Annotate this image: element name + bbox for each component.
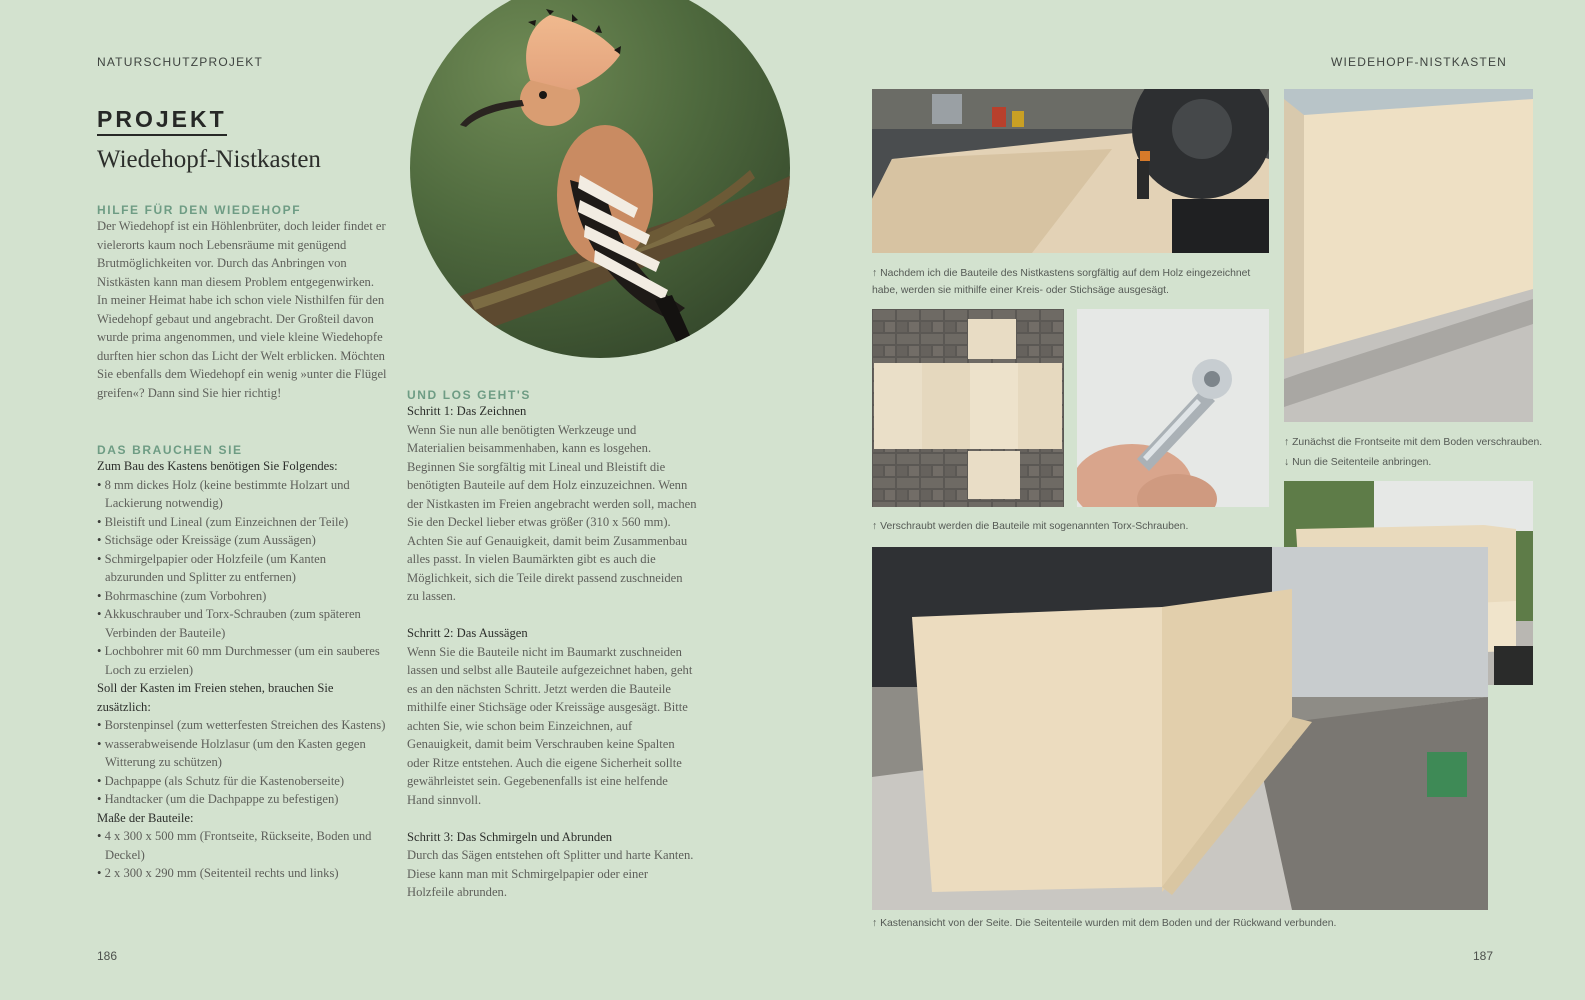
needs-section <box>97 443 387 883</box>
saw-photo <box>872 89 1269 253</box>
list-item: • Handtacker (um die Dachpappe zu befestigen) <box>97 790 387 809</box>
screw-photo <box>1077 309 1269 507</box>
step-1-title: Schritt 1: Das Zeichnen <box>407 404 527 418</box>
page-title: Wiedehopf-Nistkasten <box>97 146 321 173</box>
step-3-text: Durch das Sägen entstehen oft Splitter und harte Kanten. Diese kann man mit Schmirgelpapier oder einer Holzfeile abrunden. <box>407 848 694 899</box>
saw-caption: ↑ Nachdem ich die Bauteile des Nistkastens sorgfältig auf dem Holz eingezeichnet habe, werden sie mithilfe einer Kreis- oder Stichsäge ausgesägt. <box>872 268 1251 296</box>
box-side-photo <box>872 547 1488 910</box>
outdoor-list <box>97 716 387 809</box>
running-head-left: NATURSCHUTZPROJEKT <box>97 55 264 69</box>
side-caption: ↑ Kastenansicht von der Seite. Die Seitenteile wurden mit dem Boden und der Rückwand verbunden. <box>872 918 1337 929</box>
front-caption-2: ↓ Nun die Seitenteile anbringen. <box>1284 457 1432 468</box>
front-panel-photo <box>1284 89 1533 422</box>
dims-list <box>97 827 387 883</box>
list-item: • 4 x 300 x 500 mm (Frontseite, Rückseite, Boden und Deckel) <box>97 827 387 864</box>
intro-heading: HILFE FÜR DEN WIEDEHOPF <box>97 203 302 217</box>
steps-heading: UND LOS GEHT'S <box>407 388 531 402</box>
intro-text: Der Wiedehopf ist ein Höhlenbrüter, doch leider findet er vielerorts kaum noch Lebensräume mit genügend Brutmöglichkeiten vor. Durch das Anbringen von Nistkästen kann man diesem Problem entgegenwirken. In meiner Heimat habe ich schon viele Nisthilfen für den Wiedehopf gebaut und angebracht. Der Großteil davon wurde prima angenommen, und viele kleine Wiedehopfe durften hier schon das Licht der Welt erblicken. Möchten Sie ebenfalls dem Wiedehopf ein wenig »unter die Flügel greifen«? Dann sind Sie hier richtig! <box>97 219 387 400</box>
needs-list <box>97 476 387 680</box>
list-item: • wasserabweisende Holzlasur (um den Kasten gegen Witterung zu schützen) <box>97 735 387 772</box>
list-item: • Dachpappe (als Schutz für die Kastenoberseite) <box>97 772 387 791</box>
front-caption-1: ↑ Zunächst die Frontseite mit dem Boden verschrauben. <box>1284 437 1543 448</box>
list-item: • Stichsäge oder Kreissäge (zum Aussägen) <box>97 531 387 550</box>
list-item: • Borstenpinsel (zum wetterfesten Streichen des Kastens) <box>97 716 387 735</box>
step-2-title: Schritt 2: Das Aussägen <box>407 626 528 640</box>
list-item: • Bohrmaschine (zum Vorbohren) <box>97 587 387 606</box>
list-item: • Bleistift und Lineal (zum Einzeichnen der Teile) <box>97 513 387 532</box>
page-number-left: 186 <box>97 949 118 963</box>
step-1-text: Wenn Sie nun alle benötigten Werkzeuge und Materialien beisammenhaben, kann es losgehen. Beginnen Sie sorgfältig mit Lineal und Bleistift die benötigten Bauteile auf dem Holz einzuzeichnen. Wenn der Nistkasten im Freien angebracht werden soll, machen Sie den Deckel lieber etwas größer (310 x 560 mm). Achten Sie auf Genauigkeit, damit beim Zusammenbau alles passt. In vielen Baumärkten gibt es auch die Möglichkeit, sich die Teile direkt passend zuschneiden zu lassen. <box>407 422 697 603</box>
steps-section <box>407 388 697 902</box>
screws-caption: ↑ Verschraubt werden die Bauteile mit sogenannten Torx-Schrauben. <box>872 521 1189 532</box>
list-item: • 2 x 300 x 290 mm (Seitenteil rechts und links) <box>97 864 387 883</box>
needs-intro: Zum Bau des Kastens benötigen Sie Folgendes: <box>97 459 338 473</box>
step-2-text: Wenn Sie die Bauteile nicht im Baumarkt zuschneiden lassen und selbst alle Bauteile aufgezeichnet haben, geht es an den nächsten Schritt. Jetzt werden die Bauteile mithilfe einer Stichsäge oder Kreissäge ausgesägt. Bitte achten Sie, wie schon beim Einzeichnen, auf Genauigkeit, damit beim Verschrauben keine Spalten oder Ritze entstehen. Auch die eigene Sicherheit sollte gewährleistet sein. Gegebenenfalls ist eine helfende Hand sinnvoll. <box>407 644 693 807</box>
list-item: • Schmirgelpapier oder Holzfeile (um Kanten abzurunden und Splitter zu entfernen) <box>97 550 387 587</box>
list-item: • 8 mm dickes Holz (keine bestimmte Holzart und Lackierung notwendig) <box>97 476 387 513</box>
list-item: • Akkuschrauber und Torx-Schrauben (zum späteren Verbinden der Bauteile) <box>97 605 387 642</box>
list-item: • Lochbohrer mit 60 mm Durchmesser (um ein sauberes Loch zu erzielen) <box>97 642 387 679</box>
intro-section <box>97 203 387 402</box>
step-3-title: Schritt 3: Das Schmirgeln und Abrunden <box>407 829 613 844</box>
kicker-label: PROJEKT <box>97 106 227 136</box>
hoopoe-photo <box>410 0 792 358</box>
page-number-right: 187 <box>1473 949 1494 963</box>
outdoor-intro: Soll der Kasten im Freien stehen, brauchen Sie zusätzlich: <box>97 681 334 714</box>
parts-layout-photo <box>872 309 1064 507</box>
dims-intro: Maße der Bauteile: <box>97 810 194 825</box>
needs-heading: DAS BRAUCHEN SIE <box>97 443 243 457</box>
running-head-right: WIEDEHOPF-NISTKASTEN <box>1331 55 1508 69</box>
